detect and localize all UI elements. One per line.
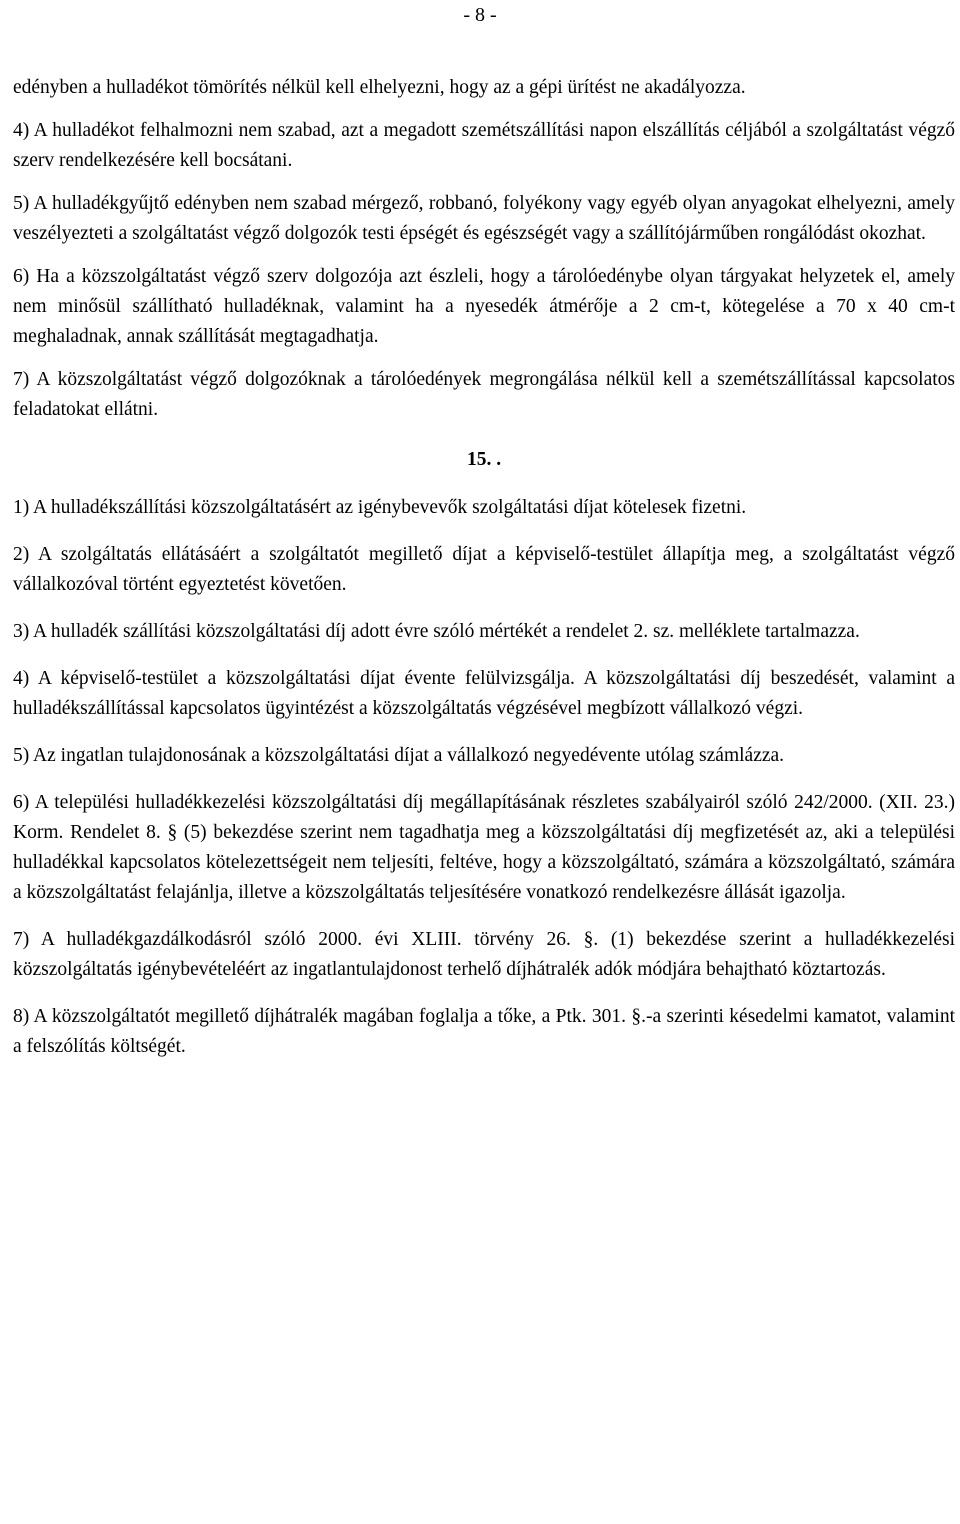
page-number: - 8 -: [463, 4, 497, 26]
paragraph: 8) A közszolgáltatót megillető díjhátralék magában foglalja a tőke, a Ptk. 301. §.-a szerinti késedelmi kamatot, valamint a felszólítás költségét.: [13, 1006, 955, 1057]
paragraph: 7) A közszolgáltatást végző dolgozóknak a tárolóedények megrongálása nélkül kell a szemétszállítással kapcsolatos feladatokat ellátni.: [13, 369, 955, 420]
paragraph: 6) A települési hulladékkezelési közszolgáltatási díj megállapításának részletes szabályairól szóló 242/2000. (XII. 23.) Korm. Rendelet 8. § (5) bekezdése szerint nem tagadhatja meg a közszolgáltatási díj megfizetését az, aki a települési hulladékkal kapcsolatos kötelezettségeit nem teljesíti, feltéve, hogy a közszolgáltató, számára a közszolgáltató, számára a közszolgáltatást felajánlja, illetve a közszolgáltatás teljesítésére vonatkozó rendelkezésre állását igazolja.: [13, 792, 955, 903]
paragraph: 3) A hulladék szállítási közszolgáltatási díj adott évre szóló mértékét a rendelet 2. sz. melléklete tartalmazza.: [13, 621, 860, 642]
paragraph: 2) A szolgáltatás ellátásáért a szolgáltatót megillető díjat a képviselő-testület állapítja meg, a szolgáltatást végző vállalkozóval történt egyeztetést követően.: [13, 544, 955, 595]
section-heading: 15. .: [466, 449, 502, 470]
paragraph: edényben a hulladékot tömörítés nélkül kell elhelyezni, hogy az a gépi ürítést ne akadályozza.: [13, 77, 746, 98]
paragraph: 5) A hulladékgyűjtő edényben nem szabad mérgező, robbanó, folyékony vagy egyéb olyan anyagokat elhelyezni, amely veszélyezteti a szolgáltatást végző dolgozók testi épségét és egészségét vagy a szállítójárműben rongálódást okozhat.: [13, 193, 955, 244]
document-body: [13, 73, 955, 1075]
paragraph: 1) A hulladékszállítási közszolgáltatásért az igénybevevők szolgáltatási díjat kötelesek fizetni.: [13, 497, 747, 518]
paragraph: 6) Ha a közszolgáltatást végző szerv dolgozója azt észleli, hogy a tárolóedénybe olyan tárgyakat helyzetek el, amely nem minősül szállítható hulladéknak, valamint ha a nyesedék átmérője a 2 cm-t, kötegelése a 70 x 40 cm-t meghaladnak, annak szállítását megtagadhatja.: [13, 266, 955, 347]
paragraph: 4) A hulladékot felhalmozni nem szabad, azt a megadott szemétszállítási napon elszállítás céljából a szolgáltatást végző szerv rendelkezésére kell bocsátani.: [13, 120, 955, 171]
paragraph: 4) A képviselő-testület a közszolgáltatási díjat évente felülvizsgálja. A közszolgáltatási díj beszedését, valamint a hulladékszállítással kapcsolatos ügyintézést a közszolgáltatás végzésével megbízott vállalkozó végzi.: [13, 668, 955, 719]
paragraph: 5) Az ingatlan tulajdonosának a közszolgáltatási díjat a vállalkozó negyedévente utólag számlázza.: [13, 745, 785, 766]
paragraph: 7) A hulladékgazdálkodásról szóló 2000. évi XLIII. törvény 26. §. (1) bekezdése szerint a hulladékkezelési közszolgáltatás igénybevételéért az ingatlantulajdonost terhelő díjhátralék adók módjára behajtható köztartozás.: [13, 929, 955, 980]
